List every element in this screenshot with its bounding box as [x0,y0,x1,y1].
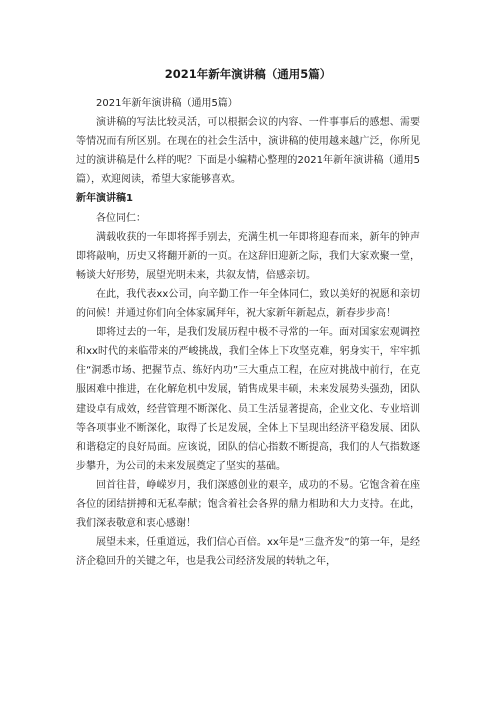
section-heading: 新年演讲稿1 [76,193,133,205]
document-body [76,94,420,571]
intro-paragraph: 演讲稿的写法比较灵活，可以根据会议的内容、一件事事后的感想、需要等情况而有所区别。在现在的社会生活中，演讲稿的使用越来越广泛，你所见过的演讲稿是什么样的呢？下面是小编精心整理的2021年新年演讲稿（通用5篇），欢迎阅读，希望大家能够喜欢。 [76,117,420,186]
speech-paragraph: 满载收获的一年即将挥手别去，充满生机一年即将迎春而来，新年的钟声即将敲响，历史又将翻开新的一页。在这辞旧迎新之际，我们大家欢聚一堂，畅谈大好形势，展望光明未来，共叙友情，倍感亲切。 [76,231,420,281]
subtitle-paragraph: 2021年新年演讲稿（通用5篇） [96,98,238,109]
document-title: 2021年新年演讲稿（通用5篇） [164,67,332,81]
greeting-paragraph: 各位同仁： [96,212,146,224]
speech-paragraph: 回首往昔，峥嵘岁月，我们深感创业的艰辛，成功的不易。它饱含着在座各位的团结拼搏和无私奉献；饱含着社会各界的鼎力相助和大力支持。在此，我们深表敬意和衷心感谢！ [76,479,420,530]
speech-paragraph: 展望未来，任重道远，我们信心百倍。xx年是“三盘齐发”的第一年，是经济企稳回升的关键之年，也是我公司经济发展的转轨之年， [76,537,420,568]
speech-paragraph: 在此，我代表xx公司，向辛勤工作一年全体同仁，致以美好的祝愿和亲切的问候！并通过你们向全体家属拜年，祝大家新年新起点，新春步步高！ [76,288,420,320]
speech-paragraph: 即将过去的一年，是我们发展历程中极不寻常的一年。面对国家宏观调控和xx时代的来临带来的严峻挑战，我们全体上下攻坚克难，躬身实干，牢牢抓住“洞悉市场、把握节点、练好内功”三大重点工程，在应对挑战中前行，在克服困难中推进，在化解危机中发展，销售成果丰硕，未来发展势头强劲，团队建设卓有成效，经营管理不断深化、员工生活显著提高，企业文化、专业培训等各项事业不断深化，取得了长足发展，全体上下呈现出经济平稳发展、团队和谐稳定的良好局面。应该说，团队的信心指数不断提高，我们的人气指数逐步攀升，为公司的未来发展奠定了坚实的基础。 [76,327,420,472]
